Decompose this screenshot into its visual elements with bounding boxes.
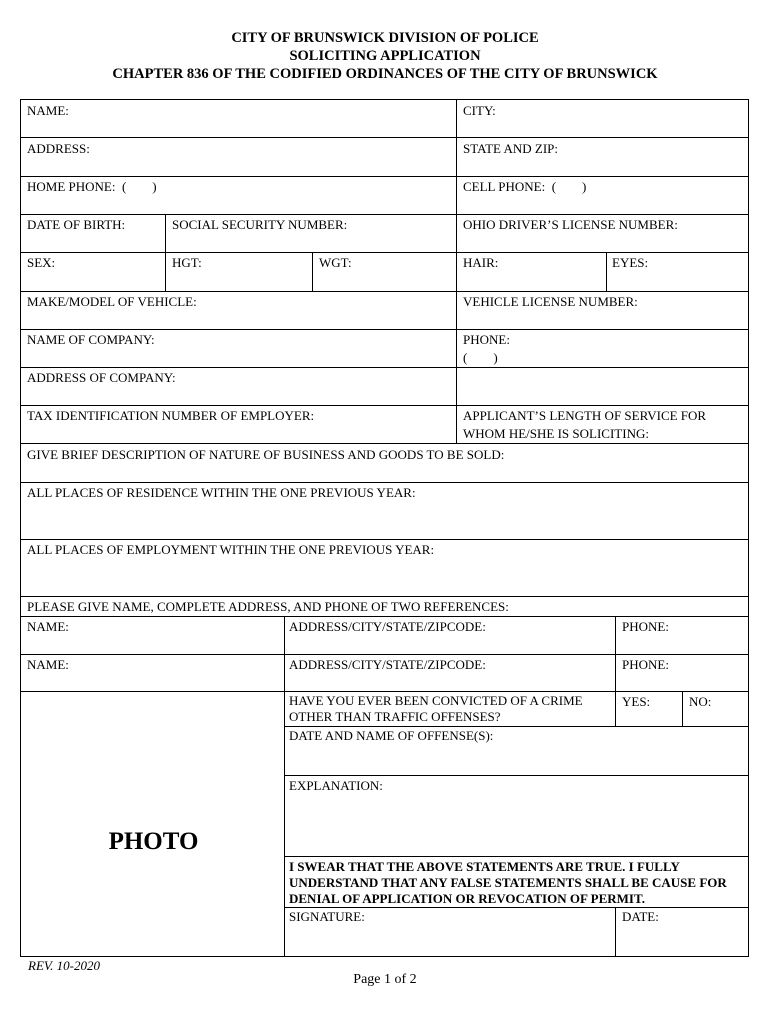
row-divider [284,856,748,857]
reference-2-name-field[interactable]: NAME: [27,657,69,672]
photo-box: PHOTO [108,828,199,855]
column-divider [456,405,457,443]
reference-1-name-field[interactable]: NAME: [27,619,69,634]
row-divider [21,539,748,540]
height-field[interactable]: HGT: [172,255,202,270]
row-divider [21,616,748,617]
column-divider [682,691,683,726]
address-field[interactable]: ADDRESS: [27,141,90,156]
row-divider [21,291,748,292]
reference-2-phone-field[interactable]: PHONE: [622,657,669,672]
cell-phone-field[interactable]: CELL PHONE: ( ) [463,179,587,194]
vehicle-field[interactable]: MAKE/MODEL OF VEHICLE: [27,294,197,309]
column-divider [615,616,616,691]
revision-label: REV. 10-2020 [28,958,100,973]
conviction-question: HAVE YOU EVER BEEN CONVICTED OF A CRIME OTHER THAN TRAFFIC OFFENSES? [289,693,583,724]
home-phone-field[interactable]: HOME PHONE: ( ) [27,179,157,194]
reference-1-phone-field[interactable]: PHONE: [622,619,669,634]
row-divider [21,176,748,177]
explanation-field[interactable]: EXPLANATION: [289,778,383,793]
column-divider [615,691,616,726]
conviction-yes-field[interactable]: YES: [622,694,651,709]
company-phone-field[interactable]: PHONE: [463,332,510,347]
row-divider [21,252,748,253]
column-divider [615,907,616,956]
city-field[interactable]: CITY: [463,103,496,118]
references-instructions: PLEASE GIVE NAME, COMPLETE ADDRESS, AND PHONE OF TWO REFERENCES: [27,599,509,614]
row-divider [21,443,748,444]
business-description-field[interactable]: GIVE BRIEF DESCRIPTION OF NATURE OF BUSINESS AND GOODS TO BE SOLD: [27,447,505,462]
company-name-field[interactable]: NAME OF COMPANY: [27,332,155,347]
tax-id-field[interactable]: TAX IDENTIFICATION NUMBER OF EMPLOYER: [27,408,315,423]
row-divider [21,405,748,406]
row-divider [21,691,748,692]
eyes-field[interactable]: EYES: [612,255,649,270]
state-zip-field[interactable]: STATE AND ZIP: [463,141,559,156]
employment-field[interactable]: ALL PLACES OF EMPLOYMENT WITHIN THE ONE PREVIOUS YEAR: [27,542,435,557]
offense-field[interactable]: DATE AND NAME OF OFFENSE(S): [289,728,494,743]
service-length-field[interactable]: APPLICANT’S LENGTH OF SERVICE FOR WHOM HE/SHE IS SOLICITING: [463,408,707,441]
page-number: Page 1 of 2 [353,972,417,987]
row-divider [21,329,748,330]
column-divider [456,100,457,443]
column-divider [284,616,285,956]
row-divider [21,367,748,368]
conviction-no-field[interactable]: NO: [689,694,712,709]
date-field[interactable]: DATE: [622,909,659,924]
residences-field[interactable]: ALL PLACES OF RESIDENCE WITHIN THE ONE PREVIOUS YEAR: [27,485,416,500]
reference-2-address-field[interactable]: ADDRESS/CITY/STATE/ZIPCODE: [289,657,486,672]
column-divider [165,214,166,291]
column-divider [606,252,607,291]
drivers-license-field[interactable]: OHIO DRIVER’S LICENSE NUMBER: [463,217,678,232]
application-form [20,99,749,957]
row-divider [21,596,748,597]
name-field[interactable]: NAME: [27,103,69,118]
row-divider [21,137,748,138]
date-of-birth-field[interactable]: DATE OF BIRTH: [27,217,126,232]
company-address-field[interactable]: ADDRESS OF COMPANY: [27,370,176,385]
vehicle-license-field[interactable]: VEHICLE LICENSE NUMBER: [463,294,638,309]
row-divider [21,482,748,483]
sex-field[interactable]: SEX: [27,255,56,270]
form-subtitle: SOLICITING APPLICATION [289,48,481,64]
reference-1-address-field[interactable]: ADDRESS/CITY/STATE/ZIPCODE: [289,619,486,634]
column-divider [312,252,313,291]
company-phone-paren: ( ) [463,350,498,365]
hair-field[interactable]: HAIR: [463,255,499,270]
row-divider [21,654,748,655]
signature-field[interactable]: SIGNATURE: [289,909,365,924]
oath-statement: I SWEAR THAT THE ABOVE STATEMENTS ARE TRUE. I FULLY UNDERSTAND THAT ANY FALSE STATEMENTS SHALL BE CAUSE FOR DENIAL OF APPLICATION OR REVOCATION OF PERMIT. [289,859,727,906]
weight-field[interactable]: WGT: [319,255,352,270]
form-title: CITY OF BRUNSWICK DIVISION OF POLICE [231,30,539,46]
row-divider [284,775,748,776]
row-divider [21,214,748,215]
form-chapter: CHAPTER 836 OF THE CODIFIED ORDINANCES OF THE CITY OF BRUNSWICK [112,66,658,82]
ssn-field[interactable]: SOCIAL SECURITY NUMBER: [172,217,348,232]
